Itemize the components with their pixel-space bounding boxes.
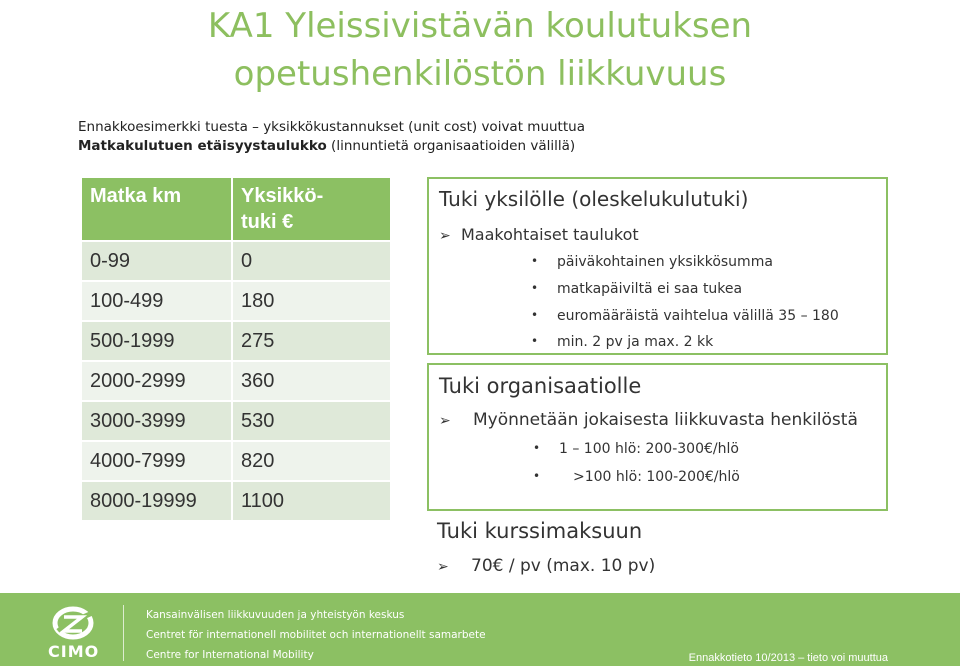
cimo-logo-icon (46, 603, 100, 643)
list-item-text: 1 – 100 hlö: 200-300€/hlö (559, 441, 739, 457)
distance-table (82, 178, 390, 520)
list-item (533, 441, 739, 457)
box-title: Tuki organisaatiolle (439, 374, 642, 398)
cell-amount: 0 (232, 241, 390, 281)
arrow-item (439, 410, 858, 430)
arrow-item-text: Maakohtaiset taulukot (461, 225, 639, 244)
list-item (533, 469, 740, 485)
cell-distance: 0-99 (82, 241, 232, 281)
cell-amount: 1100 (232, 481, 390, 520)
header-unit-support: Yksikkö- tuki € (232, 178, 390, 241)
list-item (531, 334, 714, 350)
bullet-dot-icon: • (531, 281, 539, 295)
list-item-text: >100 hlö: 100-200€/hlö (573, 469, 740, 485)
list-item (531, 281, 743, 297)
arrowhead-bullet-icon: ➢ (439, 228, 451, 244)
arrowhead-bullet-icon: ➢ (439, 413, 451, 429)
table-row (82, 441, 390, 481)
org-name-fi: Kansainvälisen liikkuvuuden ja yhteistyön keskus (146, 609, 405, 621)
bullet-dot-icon: • (533, 441, 541, 455)
title-line-2: opetushenkilöstön liikkuvuus (233, 54, 727, 94)
footer-divider (123, 605, 124, 661)
arrow-item-text: 70€ / pv (max. 10 pv) (471, 556, 656, 576)
cimo-logo (38, 601, 108, 661)
intro-line-1: Ennakkoesimerkki tuesta – yksikkökustannukset (unit cost) voivat muuttua (78, 119, 585, 135)
cell-amount: 360 (232, 361, 390, 401)
list-item (531, 308, 839, 324)
arrow-item (439, 225, 639, 244)
org-name-en: Centre for International Mobility (146, 649, 314, 661)
footer-bar (0, 593, 960, 666)
list-item-text: euromääräistä vaihtelua välillä 35 – 180 (557, 308, 839, 324)
cell-distance: 2000-2999 (82, 361, 232, 401)
list-item (531, 254, 773, 270)
bullet-dot-icon: • (531, 308, 539, 322)
cell-distance: 500-1999 (82, 321, 232, 361)
table-row (82, 321, 390, 361)
individual-support-box (427, 177, 888, 355)
arrow-item (437, 556, 655, 576)
organisation-support-box (427, 363, 888, 511)
page-title (0, 2, 960, 98)
header-distance: Matka km (82, 178, 232, 241)
list-item-text: päiväkohtainen yksikkösumma (557, 254, 773, 270)
cell-amount: 275 (232, 321, 390, 361)
title-line-1: KA1 Yleissivistävän koulutuksen (207, 6, 753, 46)
cell-distance: 8000-19999 (82, 481, 232, 520)
cell-distance: 4000-7999 (82, 441, 232, 481)
bullet-dot-icon: • (531, 254, 539, 268)
table-row (82, 401, 390, 441)
box-title: Tuki kurssimaksuun (437, 519, 643, 543)
intro-note: (linnuntietä organisaatioiden välillä) (331, 138, 576, 154)
cell-amount: 530 (232, 401, 390, 441)
cell-distance: 100-499 (82, 281, 232, 321)
footer-note: Ennakkotieto 10/2013 – tieto voi muuttua (688, 652, 888, 664)
arrowhead-bullet-icon: ➢ (437, 559, 449, 575)
cell-amount: 820 (232, 441, 390, 481)
intro-bold-label: Matkakulutuen etäisyystaulukko (78, 138, 327, 154)
table-row (82, 481, 390, 520)
org-name-sv: Centret för internationell mobilitet och internationellt samarbete (146, 629, 486, 641)
table-row (82, 281, 390, 321)
course-fee-support-box (427, 511, 888, 589)
bullet-dot-icon: • (533, 469, 541, 483)
list-item-text: min. 2 pv ja max. 2 kk (557, 334, 714, 350)
cell-amount: 180 (232, 281, 390, 321)
table-row (82, 361, 390, 401)
list-item-text: matkapäiviltä ei saa tukea (557, 281, 743, 297)
intro-text (78, 118, 698, 156)
intro-line-2 (78, 137, 698, 156)
box-title: Tuki yksilölle (oleskelukulutuki) (439, 187, 749, 211)
arrow-item-text: Myönnetään jokaisesta liikkuvasta henkilöstä (473, 410, 858, 430)
logo-text: CIMO (48, 642, 100, 661)
table-header-row (82, 178, 390, 241)
table-row (82, 241, 390, 281)
bullet-dot-icon: • (531, 334, 539, 348)
cell-distance: 3000-3999 (82, 401, 232, 441)
